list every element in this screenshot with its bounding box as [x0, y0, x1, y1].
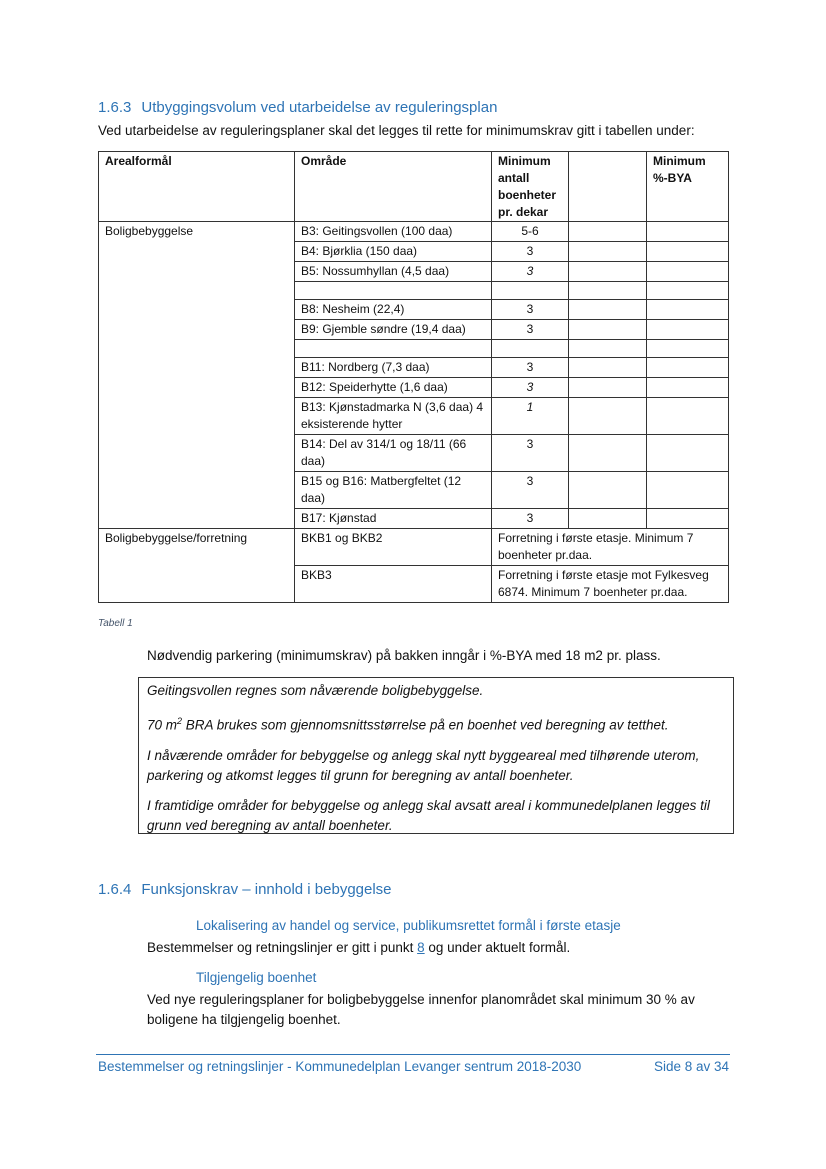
- note-2-post: BRA brukes som gjennomsnittsstørrelse på en boenhet ved beregning av tetthet.: [182, 717, 669, 733]
- min-cell: 5-6: [492, 222, 569, 242]
- parking-text: Nødvendig parkering (minimumskrav) på bakken inngår i %-BYA med 18 m2 pr. plass.: [147, 648, 661, 663]
- header-empty: [569, 152, 647, 222]
- area-cell: B9: Gjemble søndre (19,4 daa): [295, 320, 492, 340]
- min-cell: [492, 340, 569, 358]
- min-cell: 1: [492, 398, 569, 435]
- requirement-cell: Forretning i første etasje. Minimum 7 boenheter pr.daa.: [492, 529, 729, 566]
- header-omrade: Område: [295, 152, 492, 222]
- min-cell: 3: [492, 320, 569, 340]
- note-2-sup: 2: [177, 716, 183, 726]
- area-cell: B14: Del av 314/1 og 18/11 (66 daa): [295, 435, 492, 472]
- area-cell: B4: Bjørklia (150 daa): [295, 242, 492, 262]
- requirement-cell: Forretning i første etasje mot Fylkesveg 6874. Minimum 7 boenheter pr.daa.: [492, 566, 729, 603]
- subheading-lokalisering: Lokalisering av handel og service, publikumsrettet formål i første etasje: [196, 918, 621, 933]
- min-cell: 3: [492, 509, 569, 529]
- punkt-8-link[interactable]: 8: [417, 940, 425, 955]
- note-2: [147, 711, 725, 736]
- lokalisering-text-pre: Bestemmelser og retningslinjer er gitt i punkt: [147, 940, 418, 955]
- min-requirements-table: [98, 151, 729, 603]
- section-title: Funksjonskrav – innhold i bebyggelse: [141, 881, 392, 898]
- min-cell: 3: [492, 242, 569, 262]
- section-number: 1.6.3: [98, 99, 132, 116]
- area-cell: B13: Kjønstadmarka N (3,6 daa) 4 eksisterende hytter: [295, 398, 492, 435]
- area-cell: BKB1 og BKB2: [295, 529, 492, 566]
- lokalisering-text-post: og under aktuelt formål.: [424, 940, 571, 955]
- header-arealformal: Arealformål: [99, 152, 295, 222]
- area-cell: B11: Nordberg (7,3 daa): [295, 358, 492, 378]
- area-cell: B17: Kjønstad: [295, 509, 492, 529]
- section-heading-163: [98, 99, 497, 116]
- section-intro: Ved utarbeidelse av reguleringsplaner skal det legges til rette for minimumskrav gitt i tabellen under:: [98, 123, 695, 138]
- min-cell: 3: [492, 300, 569, 320]
- area-cell: B15 og B16: Matbergfeltet (12 daa): [295, 472, 492, 509]
- area-cell: B8: Nesheim (22,4): [295, 300, 492, 320]
- group-label-bolig-forretning: Boligbebyggelse/forretning: [99, 529, 295, 603]
- area-cell: BKB3: [295, 566, 492, 603]
- area-cell: [295, 282, 492, 300]
- area-cell: B12: Speiderhytte (1,6 daa): [295, 378, 492, 398]
- min-cell: 3: [492, 378, 569, 398]
- lokalisering-text: [147, 938, 570, 958]
- tilgjengelig-text: Ved nye reguleringsplaner for boligbebyggelse innenfor planområdet skal minimum 30 % av boligene ha tilgjengelig boenhet.: [147, 992, 695, 1027]
- min-cell: 3: [492, 472, 569, 509]
- note-3: I nåværende områder for bebyggelse og anlegg skal nytt byggeareal med tilhørende uterom, parkering og atkomst legges til grunn for beregning av antall boenheter.: [147, 747, 700, 783]
- footer-page-number: Side 8 av 34: [654, 1059, 730, 1074]
- subheading-tilgjengelig: Tilgjengelig boenhet: [196, 970, 317, 985]
- header-min-bya: Minimum %-BYA: [647, 152, 729, 222]
- min-cell: [492, 282, 569, 300]
- section-title: Utbyggingsvolum ved utarbeidelse av reguleringsplan: [141, 99, 498, 116]
- note-2-pre: 70 m: [147, 717, 178, 733]
- min-cell: 3: [492, 435, 569, 472]
- section-number: 1.6.4: [98, 881, 132, 898]
- min-cell: 3: [492, 358, 569, 378]
- footer-divider: [96, 1054, 730, 1055]
- area-cell: [295, 340, 492, 358]
- notes-box: [138, 677, 734, 834]
- min-cell: 3: [492, 262, 569, 282]
- area-cell: B3: Geitingsvollen (100 daa): [295, 222, 492, 242]
- group-label-bolig: Boligbebyggelse: [99, 222, 295, 529]
- header-min-boenheter: Minimum antall boenheter pr. dekar: [492, 152, 569, 222]
- section-heading-164: [98, 881, 392, 898]
- table-row: [99, 222, 729, 242]
- table-header-row: [99, 152, 729, 222]
- note-1: Geitingsvollen regnes som nåværende boligbebyggelse.: [147, 683, 484, 698]
- table-row: [99, 529, 729, 566]
- table-caption: Tabell 1: [98, 618, 133, 629]
- footer-title: Bestemmelser og retningslinjer - Kommunedelplan Levanger sentrum 2018-2030: [98, 1059, 582, 1074]
- area-cell: B5: Nossumhyllan (4,5 daa): [295, 262, 492, 282]
- note-4: I framtidige områder for bebyggelse og anlegg skal avsatt areal i kommunedelplanen legges til grunn ved beregning av antall boenheter.: [147, 797, 710, 833]
